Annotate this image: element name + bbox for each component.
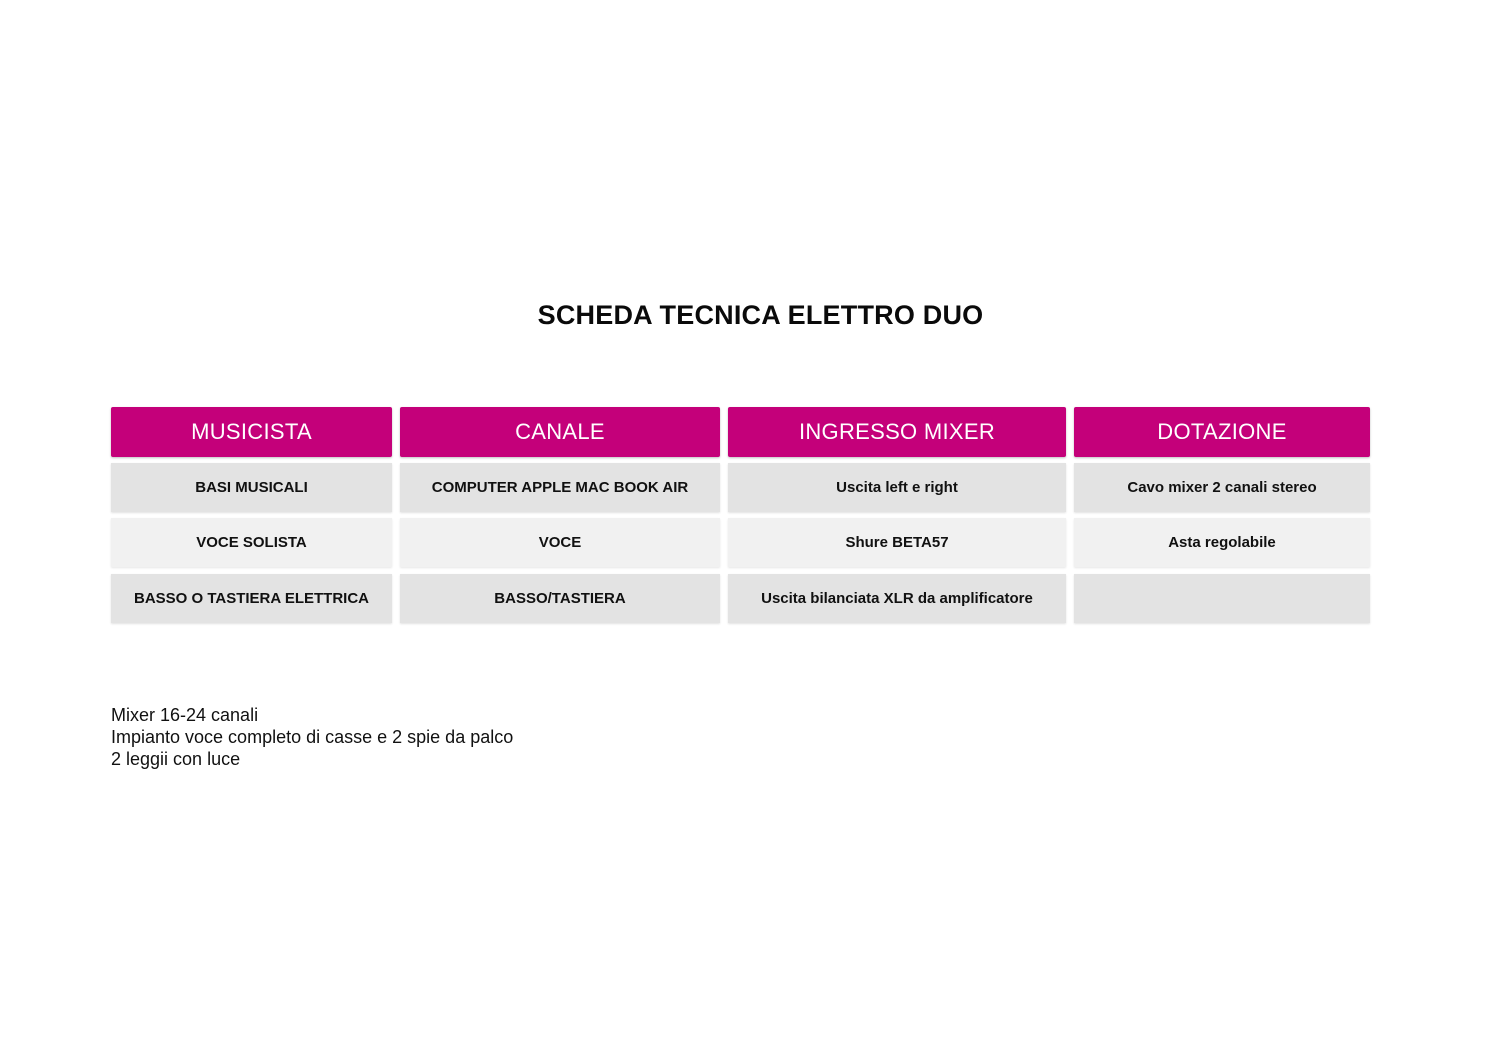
note-line: Impianto voce completo di casse e 2 spie da palco [111,727,514,747]
table-cell: Asta regolabile [1074,518,1370,567]
table-cell: Cavo mixer 2 canali stereo [1074,463,1370,512]
note-line: Mixer 16-24 canali [111,705,259,725]
equipment-notes [111,704,513,770]
table-cell: Shure BETA57 [728,518,1066,567]
table-cell: BASSO/TASTIERA [400,574,720,623]
header-musicista: MUSICISTA [111,407,392,457]
table-cell: BASSO O TASTIERA ELETTRICA [111,574,392,623]
header-dotazione: DOTAZIONE [1074,407,1370,457]
table-cell: Uscita bilanciata XLR da amplificatore [728,574,1066,623]
table-cell: VOCE [400,518,720,567]
header-ingresso-mixer: INGRESSO MIXER [728,407,1066,457]
table-cell: VOCE SOLISTA [111,518,392,567]
header-canale: CANALE [400,407,720,457]
table-cell: BASI MUSICALI [111,463,392,512]
table-cell: COMPUTER APPLE MAC BOOK AIR [400,463,720,512]
note-line: 2 leggii con luce [111,749,241,769]
table-cell-empty [1074,574,1370,623]
table-cell: Uscita left e right [728,463,1066,512]
page-title: SCHEDA TECNICA ELETTRO DUO [537,300,984,330]
